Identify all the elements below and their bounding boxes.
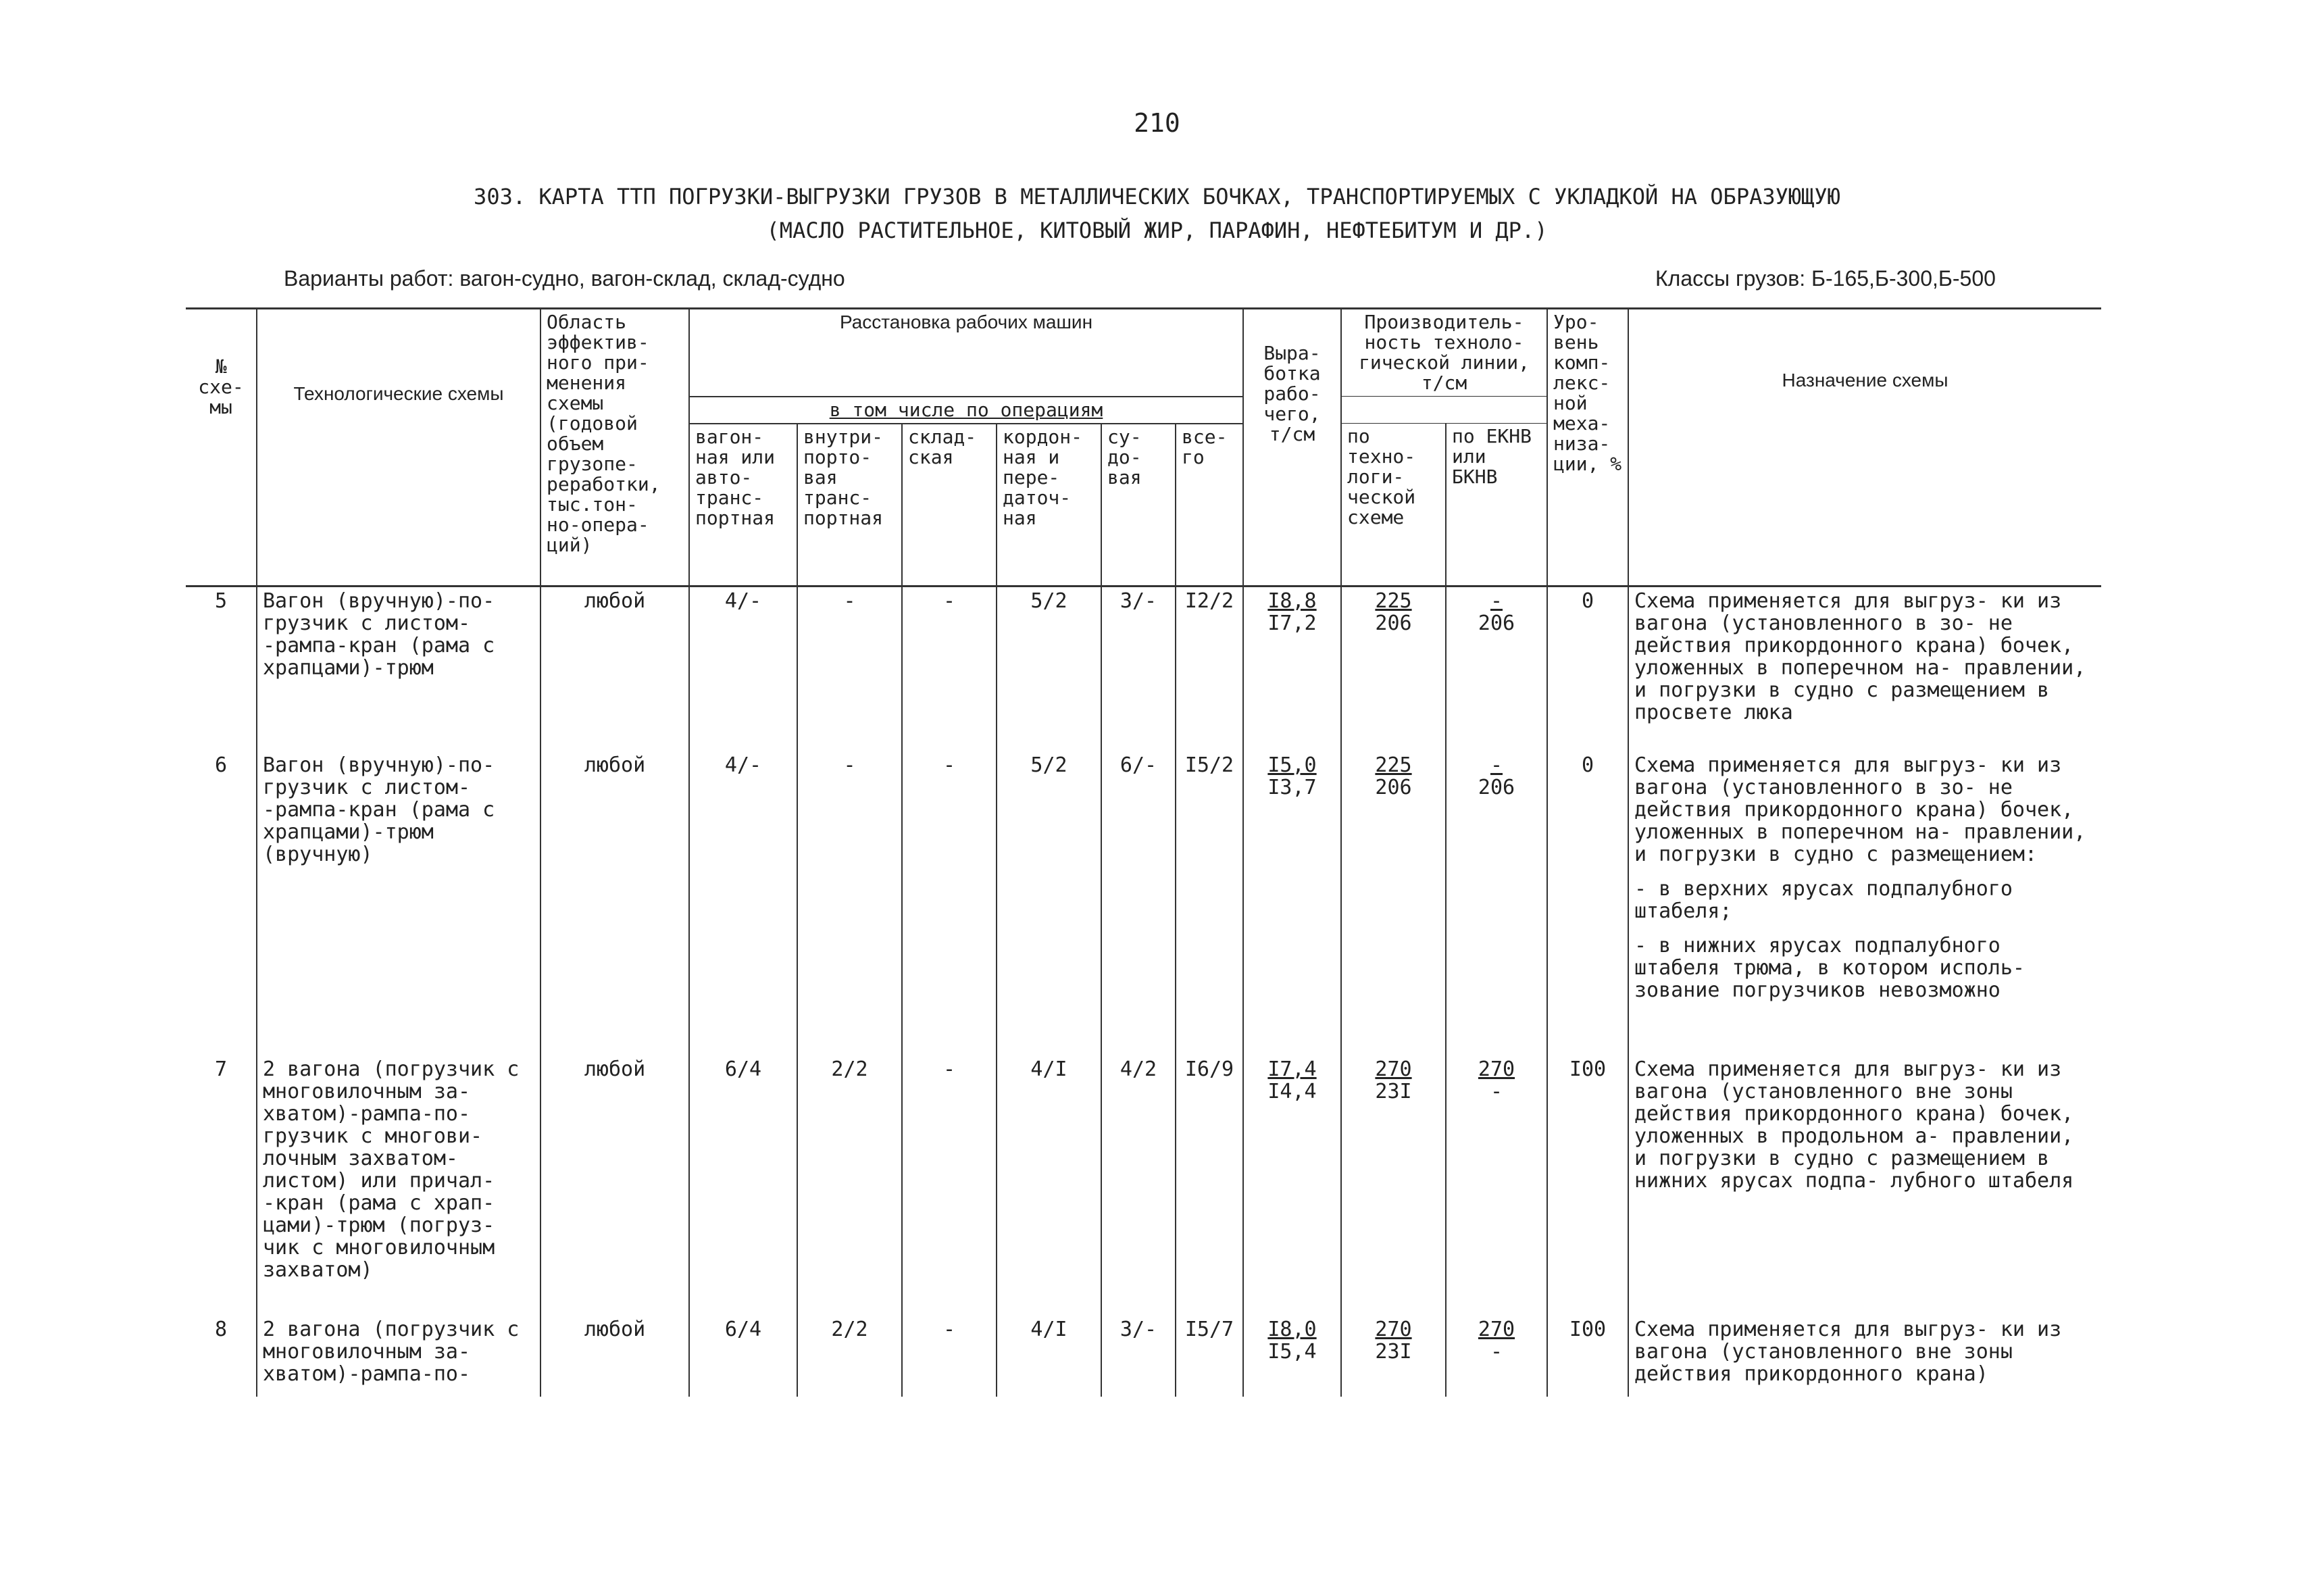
row-prod-eknv [1446,751,1547,1055]
page-subtitle: (МАСЛО РАСТИТЕЛЬНОЕ, КИТОВЫЙ ЖИР, ПАРАФИН, НЕФТЕБИТУМ И ДР.) [766,218,1548,243]
row-num: 6 [214,753,228,777]
eknv-bottom: - [1490,1340,1503,1364]
table-row [186,1316,2101,1397]
purpose-text: Схема применяется для выгруз- ки из вагона (установленного в зо- не действия прикордонного крана) бочек, уложенных в поперечном на- правлении, и погрузки в судно с размещением: [1634,753,2086,866]
header-level: Уро- вень комп- лекс- ной меха- низа- ции, % [1547,309,1628,587]
header-purpose: Назначение схемы [1628,309,2101,587]
eknv-bottom: 206 [1478,776,1515,799]
row-op-port: 2/2 [797,1055,902,1316]
row-op-cordon: 4/I [997,1316,1101,1397]
row-op-wagon: 4/- [689,751,797,1055]
eknv-top: 270 [1478,1318,1515,1341]
eknv-bottom: 206 [1478,611,1515,635]
row-op-cordon: 5/2 [997,586,1101,751]
row-level: 0 [1547,586,1628,751]
prod-bottom: 23I [1375,1340,1412,1364]
row-level: I00 [1547,1316,1628,1397]
header-placement: Расстановка рабочих машин [689,309,1243,397]
prod-top: 270 [1375,1318,1412,1341]
table-row [186,751,2101,1055]
row-op-cordon: 4/I [997,1055,1101,1316]
output-bottom: I4,4 [1267,1080,1317,1103]
header-total: все- го [1176,424,1243,587]
purpose-item: - в нижних ярусах подпалубного штабеля трюма, в котором исполь- зование погрузчиков невозможно [1634,934,2025,1002]
row-op-wagon: 6/4 [689,1055,797,1316]
page-title: 303. КАРТА ТТП ПОГРУЗКИ-ВЫГРУЗКИ ГРУЗОВ В МЕТАЛЛИЧЕСКИХ БОЧКАХ, ТРАНСПОРТИРУЕМЫХ С УКЛАДКОЙ НА ОБРАЗУЮЩУЮ [474,184,1840,209]
row-op-wagon: 6/4 [689,1316,797,1397]
header-op-ship: су- до- вая [1101,424,1176,587]
row-op-ship: 6/- [1101,751,1176,1055]
row-prod-eknv [1446,1316,1547,1397]
header-productivity: Производитель- ность техноло- гической линии, т/см [1341,309,1547,397]
page-number: 210 [1134,108,1180,138]
row-num: 7 [214,1057,228,1081]
eknv-top: 270 [1478,1057,1515,1081]
work-variants: Варианты работ: вагон-судно, вагон-склад, склад-судно [284,266,845,291]
row-op-ship: 4/2 [1101,1055,1176,1316]
prod-bottom: 23I [1375,1080,1412,1103]
output-top: I8,0 [1267,1318,1317,1341]
row-op-warehouse: - [902,1055,997,1316]
header-productivity-spacer [1341,397,1547,424]
row-prod-eknv [1446,586,1547,751]
prod-bottom: 206 [1375,611,1412,635]
eknv-top: - [1490,589,1503,613]
row-op-port: - [797,586,902,751]
header-output: Выра- ботка рабо- чего, т/см [1243,309,1341,587]
eknv-top: - [1490,753,1503,777]
row-op-cordon: 5/2 [997,751,1101,1055]
row-purpose: Схема применяется для выгруз- ки из вагона (установленного вне зоны действия прикордонного крана) бочек, уложенных в продольном а- правлении, и погрузки в судно с размещением в нижних ярусах подпа- лубного штабеля [1628,1055,2101,1316]
row-op-port: - [797,751,902,1055]
row-tech: 2 вагона (погрузчик с многовилочным за- хватом)-рампа-по- [257,1316,540,1397]
table-row [186,586,2101,751]
prod-top: 270 [1375,1057,1412,1081]
output-bottom: I5,4 [1267,1340,1317,1364]
row-tech: Вагон (вручную)-по- грузчик с листом- -рампа-кран (рама с храпцами)-трюм [257,586,540,751]
row-tech: Вагон (вручную)-по- грузчик с листом- -рампа-кран (рама с храпцами)-трюм (вручную) [257,751,540,1055]
row-output [1243,751,1341,1055]
output-top: I8,8 [1267,589,1317,613]
row-total: I5/2 [1176,751,1243,1055]
header-area: Область эффектив- ного при- менения схемы (годовой объем грузопе- реработки, тыс.тон- но-опера- ций) [540,309,689,587]
row-area: любой [540,1055,689,1316]
purpose-item: - в верхних ярусах подпалубного штабеля; [1634,877,2013,923]
header-op-port: внутри- порто- вая транс- портная [797,424,902,587]
table-row [186,1055,2101,1316]
row-tech: 2 вагона (погрузчик с многовилочным за- хватом)-рампа-по- грузчик с многови- лочным захватом- листом) или причал- -кран (рама с храп- цами)-трюм (погруз- чик с многовилочным захватом) [257,1055,540,1316]
header-prod-scheme: по техно- логи- ческой схеме [1341,424,1446,587]
row-level: I00 [1547,1055,1628,1316]
eknv-bottom: - [1490,1080,1503,1103]
header-prod-eknv: по ЕКНВ или БКНВ [1446,424,1547,587]
row-num: 8 [214,1318,228,1341]
prod-bottom: 206 [1375,776,1412,799]
header-op-warehouse: склад- ская [902,424,997,587]
row-op-ship: 3/- [1101,1316,1176,1397]
row-prod-eknv [1446,1055,1547,1316]
row-total: I5/7 [1176,1316,1243,1397]
row-purpose: Схема применяется для выгруз- ки из вагона (установленного вне зоны действия прикордонного крана) [1628,1316,2101,1397]
row-prod-scheme [1341,751,1446,1055]
row-purpose: Схема применяется для выгруз- ки из вагона (установленного в зо- не действия прикордонного крана) бочек, уложенных в поперечном на- правлении, и погрузки в судно с размещением в просвете люка [1628,586,2101,751]
row-prod-scheme [1341,586,1446,751]
row-area: любой [540,586,689,751]
row-level: 0 [1547,751,1628,1055]
row-output [1243,1316,1341,1397]
prod-top: 225 [1375,589,1412,613]
row-prod-scheme [1341,1316,1446,1397]
technology-table [186,307,2101,1397]
row-op-warehouse: - [902,586,997,751]
output-top: I5,0 [1267,753,1317,777]
row-op-wagon: 4/- [689,586,797,751]
header-tech: Технологические схемы [257,309,540,587]
row-total: I2/2 [1176,586,1243,751]
row-op-port: 2/2 [797,1316,902,1397]
row-output [1243,1055,1341,1316]
row-total: I6/9 [1176,1055,1243,1316]
row-output [1243,586,1341,751]
prod-top: 225 [1375,753,1412,777]
row-area: любой [540,751,689,1055]
output-bottom: I3,7 [1267,776,1317,799]
row-area: любой [540,1316,689,1397]
output-top: I7,4 [1267,1057,1317,1081]
cargo-classes: Классы грузов: Б-165,Б-300,Б-500 [1655,266,1996,291]
output-bottom: I7,2 [1267,611,1317,635]
header-by-operations: в том числе по операциям [689,397,1243,424]
header-op-wagon: вагон- ная или авто- транс- портная [689,424,797,587]
header-num: № схе- мы [186,309,257,587]
row-op-warehouse: - [902,1316,997,1397]
header-op-cordon: кордон- ная и пере- даточ- ная [997,424,1101,587]
row-num: 5 [214,589,228,613]
row-op-warehouse: - [902,751,997,1055]
row-purpose [1628,751,2101,1055]
row-op-ship: 3/- [1101,586,1176,751]
row-prod-scheme [1341,1055,1446,1316]
